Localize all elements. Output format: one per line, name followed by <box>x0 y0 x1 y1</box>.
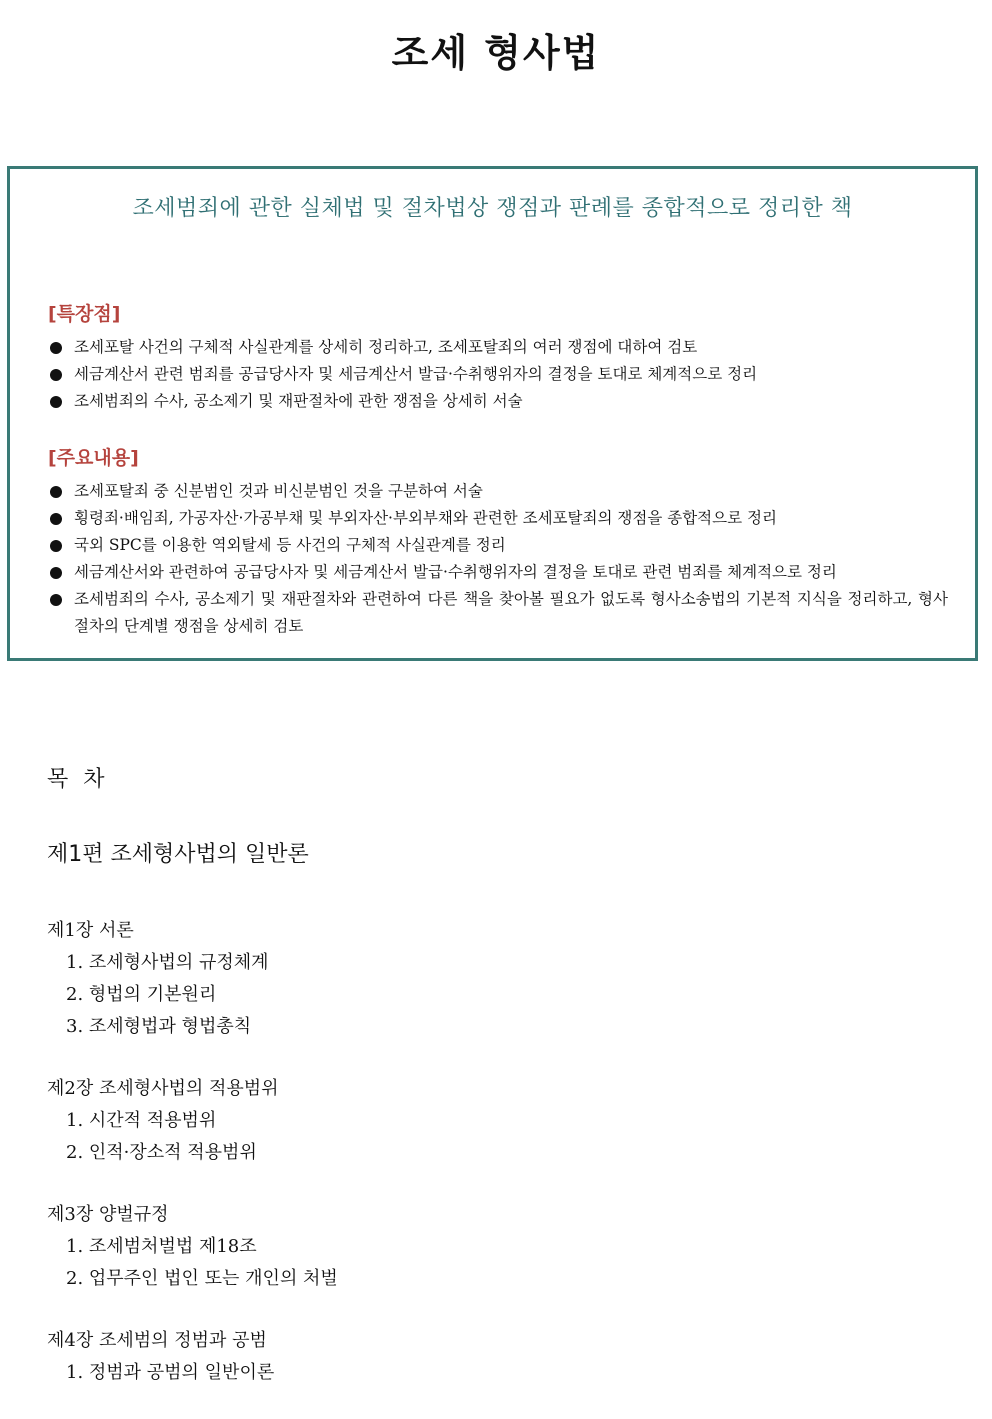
bullet-icon <box>50 513 62 525</box>
book-summary-box <box>7 166 978 661</box>
chapter-section: 1. 조세형사법의 규정체계 <box>66 952 269 973</box>
list-item: 횡령죄·배임죄, 가공자산·가공부채 및 부외자산·부외부채와 관련한 조세포탈죄의 쟁점을 종합적으로 정리 <box>48 505 948 532</box>
contents-heading: [주요내용] <box>48 447 139 469</box>
chapter <box>47 1325 947 1389</box>
toc-heading: 목 차 <box>47 767 109 792</box>
list-item: 조세포탈죄 중 신분범인 것과 비신분범인 것을 구분하여 서술 <box>48 478 948 505</box>
chapter-title: 제1장 서론 <box>47 920 134 941</box>
bullet-icon <box>50 369 62 381</box>
chapter-title: 제4장 조세범의 정범과 공범 <box>47 1330 267 1351</box>
chapter-title: 제3장 양벌규정 <box>47 1204 169 1225</box>
chapter-section: 2. 형법의 기본원리 <box>66 984 217 1005</box>
list-item: 조세범죄의 수사, 공소제기 및 재판절차에 관한 쟁점을 상세히 서술 <box>48 388 948 415</box>
features-section <box>48 299 948 415</box>
chapter-list <box>47 915 947 1419</box>
contents-section <box>48 443 948 640</box>
list-item: 세금계산서 관련 범죄를 공급당사자 및 세금계산서 발급·수취행위자의 결정을 토대로 체계적으로 정리 <box>48 361 948 388</box>
contents-list <box>48 478 948 640</box>
features-heading: [특장점] <box>48 303 121 325</box>
list-item: 국외 SPC를 이용한 역외탈세 등 사건의 구체적 사실관계를 정리 <box>48 532 948 559</box>
table-of-contents <box>47 765 947 1383</box>
bullet-icon <box>50 396 62 408</box>
chapter-section: 2. 업무주인 법인 또는 개인의 처벌 <box>66 1268 338 1289</box>
features-list <box>48 334 948 415</box>
chapter-section: 1. 시간적 적용범위 <box>66 1110 217 1131</box>
page-title: 조세 형사법 <box>391 31 601 75</box>
bullet-icon <box>50 594 62 606</box>
chapter <box>47 1199 947 1295</box>
bullet-icon <box>50 567 62 579</box>
chapter-section: 3. 조세형법과 형법총칙 <box>66 1016 252 1037</box>
book-subtitle: 조세범죄에 관한 실체법 및 절차법상 쟁점과 판례를 종합적으로 정리한 책 <box>132 196 853 221</box>
chapter-section: 1. 정범과 공범의 일반이론 <box>66 1362 275 1383</box>
chapter-section: 2. 인적·장소적 적용범위 <box>66 1142 257 1163</box>
chapter <box>47 915 947 1043</box>
chapter-title: 제2장 조세형사법의 적용범위 <box>47 1078 279 1099</box>
list-item: 세금계산서와 관련하여 공급당사자 및 세금계산서 발급·수취행위자의 결정을 토대로 관련 범죄를 체계적으로 정리 <box>48 559 948 586</box>
part-title: 제1편 조세형사법의 일반론 <box>47 842 309 867</box>
list-item: 조세범죄의 수사, 공소제기 및 재판절차와 관련하여 다른 책을 찾아볼 필요가 없도록 형사소송법의 기본적 지식을 정리하고, 형사절차의 단계별 쟁점을 상세히 검토 <box>48 586 948 640</box>
bullet-icon <box>50 540 62 552</box>
bullet-icon <box>50 486 62 498</box>
list-item: 조세포탈 사건의 구체적 사실관계를 상세히 정리하고, 조세포탈죄의 여러 쟁점에 대하여 검토 <box>48 334 948 361</box>
chapter <box>47 1073 947 1169</box>
chapter-section: 1. 조세범처벌법 제18조 <box>66 1236 257 1257</box>
bullet-icon <box>50 342 62 354</box>
